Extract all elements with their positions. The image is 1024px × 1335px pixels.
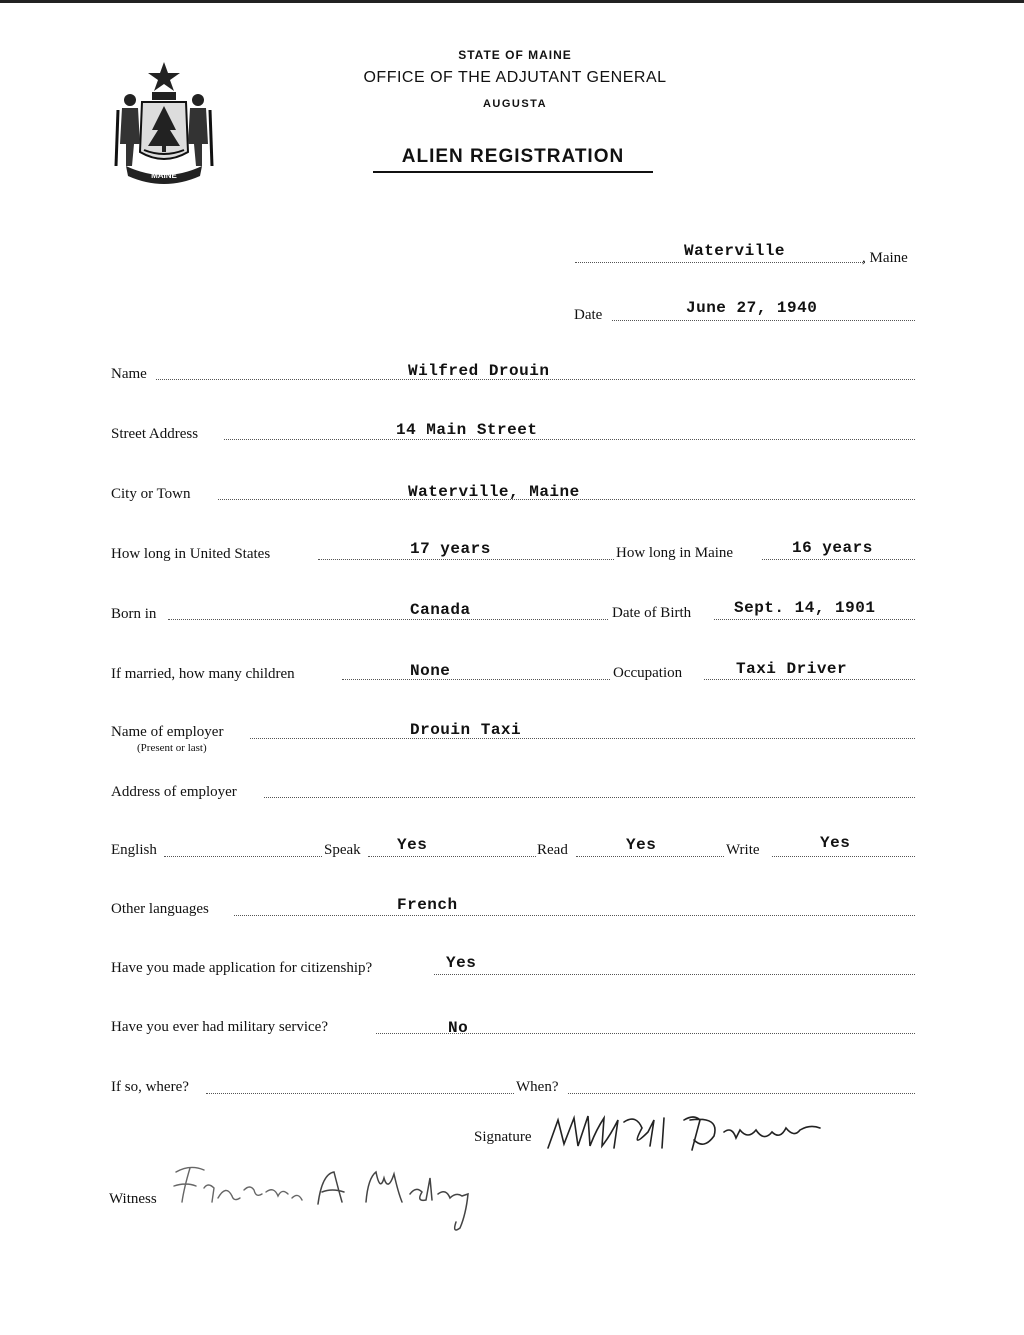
date-value: June 27, 1940 [686, 299, 818, 317]
occupation-line [704, 679, 915, 680]
date-line [612, 320, 915, 321]
signature-handwriting [544, 1110, 834, 1158]
military-value: No [448, 1019, 469, 1037]
born-value: Canada [410, 601, 471, 619]
where-line [206, 1093, 514, 1094]
citizenship-line [434, 974, 915, 975]
dob-line [714, 619, 915, 620]
date-label: Date [574, 307, 603, 323]
top-border [0, 0, 1024, 3]
employer-address-label: Address of employer [111, 784, 237, 800]
form-title: ALIEN REGISTRATION [373, 146, 653, 173]
name-label: Name [111, 366, 147, 382]
occupation-value: Taxi Driver [736, 660, 848, 678]
born-label: Born in [111, 606, 157, 622]
write-label: Write [726, 842, 760, 858]
citizenship-value: Yes [446, 954, 477, 972]
when-line [568, 1093, 915, 1094]
us-years-label: How long in United States [111, 546, 271, 562]
maine-state-seal-icon [108, 60, 220, 188]
maine-years-line [762, 559, 915, 560]
read-label: Read [537, 842, 568, 858]
place-value: Waterville [684, 242, 786, 260]
born-line [168, 619, 608, 620]
employer-value: Drouin Taxi [410, 721, 522, 739]
other-languages-value: French [397, 896, 458, 914]
english-line [164, 856, 322, 857]
place-suffix: , Maine [862, 250, 908, 266]
read-value: Yes [626, 836, 657, 854]
maine-years-value: 16 years [792, 539, 873, 557]
write-value: Yes [820, 834, 851, 852]
header-state: STATE OF MAINE [458, 48, 572, 62]
where-label: If so, where? [111, 1079, 189, 1095]
name-value: Wilfred Drouin [408, 362, 550, 380]
children-label: If married, how many children [111, 666, 295, 682]
us-years-line [318, 559, 614, 560]
employer-address-line [264, 797, 915, 798]
speak-label: Speak [324, 842, 361, 858]
occupation-label: Occupation [613, 665, 683, 681]
us-years-value: 17 years [410, 540, 491, 558]
seal-banner-text: MAINE [151, 171, 177, 180]
employer-line [250, 738, 915, 739]
when-label: When? [516, 1079, 559, 1095]
place-line [575, 262, 865, 263]
dob-value: Sept. 14, 1901 [734, 599, 876, 617]
street-label: Street Address [111, 426, 199, 442]
witness-handwriting [170, 1158, 510, 1238]
military-label: Have you ever had military service? [111, 1019, 328, 1035]
witness-label: Witness [109, 1191, 157, 1207]
speak-line [368, 856, 536, 857]
maine-years-label: How long in Maine [616, 545, 734, 561]
street-value: 14 Main Street [396, 421, 538, 439]
employer-sublabel: (Present or last) [137, 742, 207, 754]
employer-label: Name of employer [111, 724, 224, 740]
city-value: Waterville, Maine [408, 483, 580, 501]
other-languages-line [234, 915, 915, 916]
city-label: City or Town [111, 486, 191, 502]
signature-label: Signature [474, 1129, 532, 1145]
read-line [576, 856, 724, 857]
street-line [224, 439, 915, 440]
children-line [342, 679, 610, 680]
other-languages-label: Other languages [111, 901, 209, 917]
header-office: OFFICE OF THE ADJUTANT GENERAL [363, 69, 667, 86]
header-city: AUGUSTA [482, 98, 548, 110]
speak-value: Yes [397, 836, 428, 854]
write-line [772, 856, 915, 857]
citizenship-label: Have you made application for citizenship? [111, 960, 373, 976]
english-label: English [111, 842, 157, 858]
dob-label: Date of Birth [612, 605, 692, 621]
children-value: None [410, 662, 451, 680]
